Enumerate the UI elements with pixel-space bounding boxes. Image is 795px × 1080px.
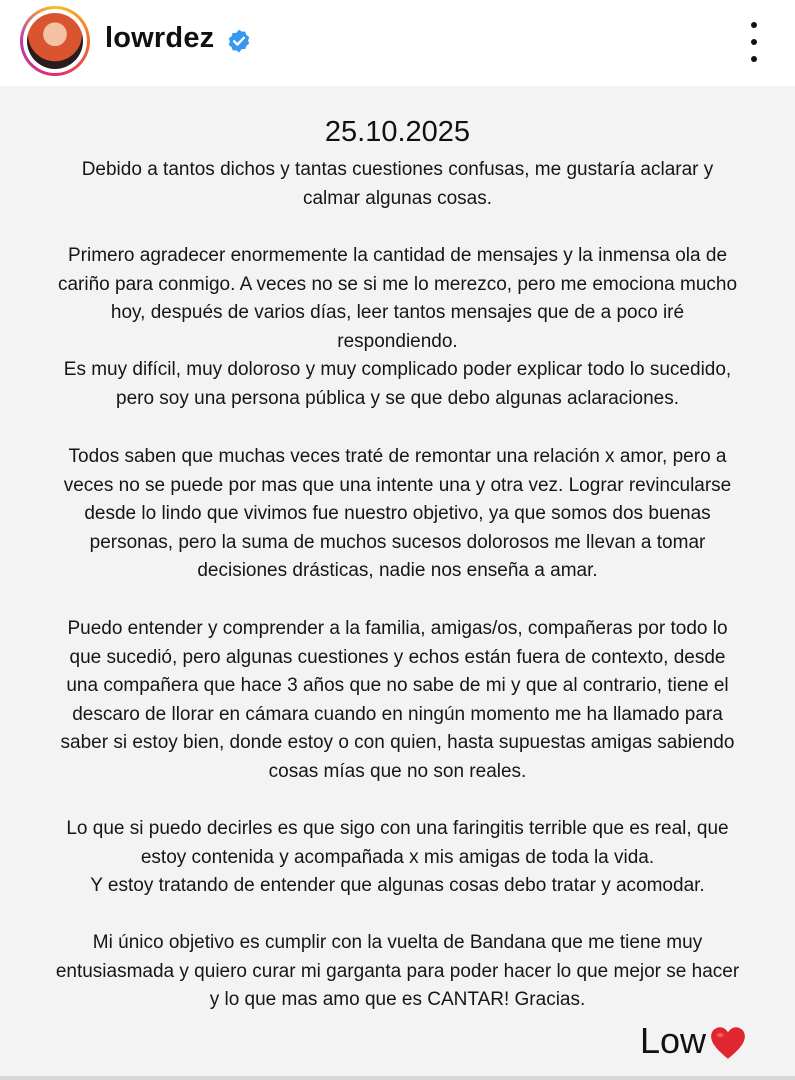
- paragraph-4: [18, 615, 777, 787]
- paragraph-5: [18, 815, 777, 901]
- story-ring[interactable]: [20, 6, 90, 76]
- paragraph-6: [18, 929, 777, 1015]
- post-date: 25.10.2025: [324, 116, 471, 148]
- text-line: Lo que si puedo decirles es que sigo con una faringitis terrible que es real, que: [66, 818, 729, 839]
- signature-text: Low: [640, 1020, 707, 1061]
- text-line: decisiones drásticas, nadie nos enseña a amar.: [197, 560, 598, 582]
- red-heart-icon: [710, 1026, 746, 1060]
- paragraph-2: [18, 242, 777, 414]
- text-line: personas, pero la suma de muchos sucesos dolorosos me llevan a tomar: [89, 531, 706, 553]
- paragraph-1: [18, 156, 777, 213]
- signature: [640, 1020, 746, 1062]
- text-line: calmar algunas cosas.: [302, 187, 493, 209]
- text-line: hoy, después de varios días, leer tantos mensajes que de a poco iré: [110, 302, 685, 324]
- text-line: cariño para conmigo. A veces no se si me lo merezco, pero me emociona mucho: [57, 273, 738, 295]
- avatar[interactable]: [27, 13, 83, 69]
- text-line: estoy contenida y acompañada x mis amigas de toda la vida.: [140, 846, 655, 868]
- text-line: Debido a tantos dichos y tantas cuestiones confusas, me gustaría aclarar y: [81, 159, 714, 180]
- post-header: [0, 0, 795, 86]
- text-line: y lo que mas amo que es CANTAR! Gracias.: [209, 989, 586, 1011]
- text-line: una compañera que hace 3 años que no sabe de mi y que al contrario, tiene el: [66, 675, 729, 697]
- text-line: desde lo lindo que vivimos fue nuestro objetivo, ya que somos dos buenas: [84, 503, 711, 525]
- text-line: cosas mías que no son reales.: [268, 760, 527, 782]
- text-line: que sucedió, pero algunas cuestiones y echos están fuera de contexto, desde: [69, 646, 726, 668]
- paragraph-3: [18, 443, 777, 586]
- avatar-border: [23, 9, 87, 73]
- text-line: Puedo entender y comprender a la familia, amigas/os, compañeras por todo lo: [67, 618, 728, 639]
- text-line: pero soy una persona pública y se que debo algunas aclaraciones.: [116, 387, 679, 409]
- text-line: Es muy difícil, muy doloroso y muy complicado poder explicar todo lo sucedido,: [63, 359, 732, 381]
- text-line: Primero agradecer enormemente la cantidad de mensajes y la inmensa ola de: [67, 245, 728, 266]
- text-line: respondiendo.: [337, 330, 458, 352]
- username[interactable]: lowrdez: [105, 22, 215, 54]
- verified-badge-icon: [226, 28, 252, 54]
- text-line: veces no se puede por mas que una intente una y otra vez. Lograr revincularse: [63, 474, 732, 496]
- text-line: Todos saben que muchas veces traté de remontar una relación x amor, pero a: [68, 446, 727, 467]
- text-line: descaro de llorar en cámara cuando en ningún momento me ha llamado para: [72, 703, 723, 725]
- image-bottom-edge: [0, 1076, 795, 1080]
- text-line: Mi único objetivo es cumplir con la vuelta de Bandana que me tiene muy: [92, 932, 703, 953]
- more-options-icon[interactable]: [740, 22, 768, 62]
- text-line: entusiasmada y quiero curar mi garganta para poder hacer lo que mejor se hacer: [55, 960, 740, 982]
- text-line: Y estoy tratando de entender que algunas cosas debo tratar y acomodar.: [90, 875, 705, 897]
- text-line: saber si estoy bien, donde estoy o con quien, hasta supuestas amigas sabiendo: [60, 732, 735, 754]
